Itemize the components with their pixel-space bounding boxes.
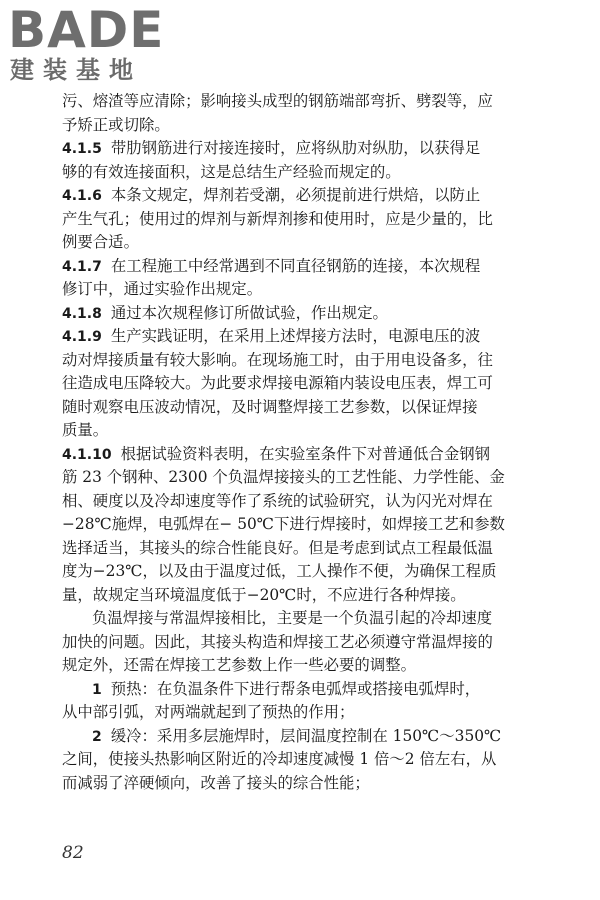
line-text: 例要合适。 <box>62 233 139 251</box>
line-text: 筋 23 个钢种、2300 个负温焊接接头的工艺性能、力学性能、金 <box>62 468 505 486</box>
text-line <box>62 607 550 631</box>
text-line <box>62 631 550 655</box>
text-line <box>62 325 550 349</box>
section-number: 4.1.9 <box>62 329 102 345</box>
text-line <box>62 513 550 537</box>
text-line <box>62 137 550 161</box>
line-text: 修订中，通过实验作出规定。 <box>62 280 263 298</box>
line-text: 量，故规定当环境温度低于−20℃时，不应进行各种焊接。 <box>62 585 466 604</box>
text-line <box>62 278 550 302</box>
line-text: 生产实践证明，在采用上述焊接方法时，电源电压的波 <box>110 327 481 345</box>
line-text: 动对焊接质量有较大影响。在现场施工时，由于用电设备多，往 <box>62 350 493 369</box>
line-text: 而减弱了淬硬倾向，改善了接头的综合性能； <box>62 773 370 792</box>
section-number: 1 <box>92 681 102 698</box>
text-line <box>62 772 550 796</box>
section-number: 4.1.6 <box>62 188 102 204</box>
text-line <box>62 584 550 608</box>
logo-mark: BADE <box>8 1 165 59</box>
line-text: 污、熔渣等应清除；影响接头成型的钢筋端部弯折、劈裂等，应 <box>62 92 493 110</box>
line-text: 够的有效连接面积，这是总结生产经验而规定的。 <box>62 162 401 181</box>
text-line <box>62 466 550 490</box>
line-text: 负温焊接与常温焊接相比，主要是一个负温引起的冷却速度 <box>92 609 493 627</box>
section-number: 4.1.8 <box>62 305 102 322</box>
section-number: 4.1.7 <box>62 258 102 275</box>
text-line <box>62 372 550 396</box>
section-number: 2 <box>92 728 102 745</box>
text-line <box>62 654 550 678</box>
text-line <box>62 678 550 702</box>
line-text: 带肋钢筋进行对接连接时，应将纵肋对纵肋，以获得足 <box>110 139 481 157</box>
line-text: 本条文规定，焊剂若受潮，必须提前进行烘焙，以防止 <box>110 186 481 204</box>
text-line <box>62 537 550 561</box>
page-number: 82 <box>62 843 84 863</box>
text-line <box>62 419 550 443</box>
text-line <box>62 184 550 208</box>
section-number: 4.1.10 <box>62 446 112 463</box>
text-line <box>62 396 550 420</box>
line-text: 往造成电压降较大。为此要求焊接电源箱内装设电压表，焊工可 <box>62 374 493 392</box>
line-text: 之间，使接头热影响区附近的冷却速度减慢 1 倍～2 倍左右，从 <box>62 750 497 768</box>
text-line <box>62 302 550 326</box>
line-text: 随时观察电压波动情况，及时调整焊接工艺参数，以保证焊接 <box>62 397 478 416</box>
line-text: 产生气孔；使用过的焊剂与新焊剂掺和使用时，应是少量的，比 <box>62 209 493 228</box>
document-body <box>62 90 550 795</box>
text-line <box>62 255 550 279</box>
text-line <box>62 490 550 514</box>
line-text: 加快的问题。因此，其接头构造和焊接工艺必须遵守常温焊接的 <box>62 632 493 651</box>
line-text: 规定外，还需在焊接工艺参数上作一些必要的调整。 <box>62 656 416 674</box>
line-text: 在工程施工中经常遇到不同直径钢筋的连接，本次规程 <box>110 256 481 275</box>
text-line <box>62 161 550 185</box>
logo-subtitle: 建装基地 <box>10 56 142 84</box>
line-text: 选择适当，其接头的综合性能良好。但是考虑到试点工程最低温 <box>62 538 493 557</box>
text-line <box>62 231 550 255</box>
line-text: 通过本次规程修订所做试验，作出规定。 <box>110 303 388 322</box>
line-text: 根据试验资料表明，在实验室条件下对普通低合金钢钢 <box>120 444 490 463</box>
line-text: 质量。 <box>62 421 109 439</box>
line-text: 预热：在负温条件下进行帮条电弧焊或搭接电弧焊时， <box>110 679 481 698</box>
bade-logo <box>8 2 183 84</box>
line-text: 予矫正或切除。 <box>62 115 170 134</box>
text-line <box>62 349 550 373</box>
section-number: 4.1.5 <box>62 141 102 157</box>
text-line <box>62 90 550 114</box>
text-line <box>62 725 550 749</box>
text-line <box>62 701 550 725</box>
text-line <box>62 208 550 232</box>
line-text: −28℃施焊，电弧焊在− 50℃下进行焊接时，如焊接工艺和参数 <box>62 515 505 533</box>
line-text: 缓冷：采用多层施焊时，层间温度控制在 150℃～350℃ <box>110 726 502 745</box>
text-line <box>62 443 550 467</box>
line-text: 度为−23℃，以及由于温度过低，工人操作不便，为确保工程质 <box>62 562 497 580</box>
line-text: 相、硬度以及冷却速度等作了系统的试验研究，认为闪光对焊在 <box>62 491 493 510</box>
text-line <box>62 560 550 584</box>
text-line <box>62 748 550 772</box>
line-text: 从中部引弧，对两端就起到了预热的作用； <box>62 703 355 721</box>
text-line <box>62 114 550 138</box>
